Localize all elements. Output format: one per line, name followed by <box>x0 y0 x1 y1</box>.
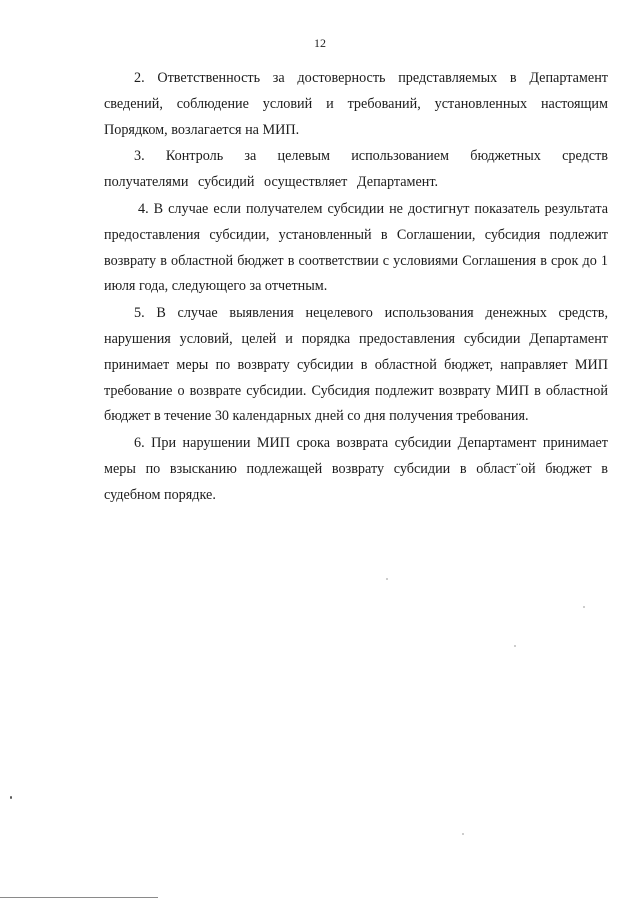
document-body <box>104 66 608 510</box>
paragraph-5: 5. В случае выявления нецелевого использования денежных средств, нарушения условий, целей и порядка предоставления субсидии Департамент принимает меры по возврату субсидии в областной бюджет, направляет МИП требование о возврате субсидии. Субсидия подлежит возврату МИП в областной бюджет в течение 30 календарных дней со дня получения требования. <box>104 305 608 425</box>
scan-edge-line <box>0 897 158 898</box>
paragraph-4: 4. В случае если получателем субсидии не достигнут показатель результата предоставления субсидии, установленный в Соглашении, субсидия подлежит возврату в областной бюджет в соответствии с условиями Соглашения в срок до 1 июля года, следующего за отчетным. <box>104 200 608 295</box>
scan-speck <box>462 833 464 835</box>
scan-speck <box>386 578 388 580</box>
paragraph-2: 2. Ответственность за достоверность представляемых в Департамент сведений, соблюдение условий и требований, установленных настоящим Порядком, возлагается на МИП. <box>104 70 608 138</box>
scan-speck <box>514 645 516 647</box>
scan-speck <box>10 796 12 799</box>
paragraph-6: 6. При нарушении МИП срока возврата субсидии Департамент принимает меры по взысканию подлежащей возврату субсидии в облаcт¨ой бюджет в судебном порядке. <box>104 435 608 503</box>
scan-speck <box>583 606 585 608</box>
page-number: 12 <box>314 36 326 50</box>
paragraph-3: 3. Контроль за целевым использованием бюджетных средств получателями субсидий осуществляет Департамент. <box>104 148 608 191</box>
